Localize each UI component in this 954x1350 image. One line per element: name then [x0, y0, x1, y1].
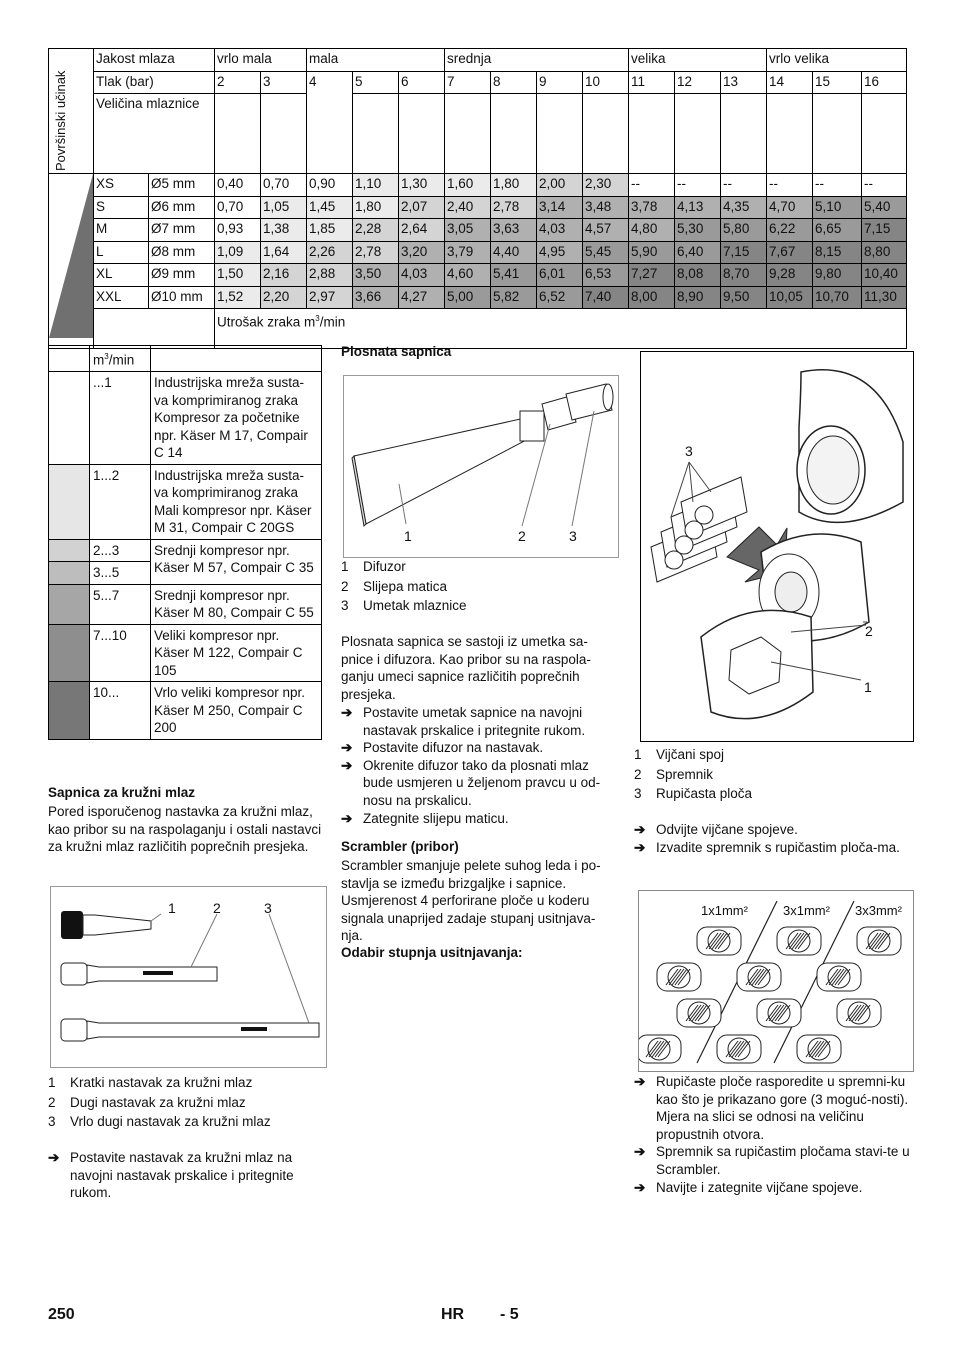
table-cell: 5,10 [813, 196, 862, 219]
perforated-plate-icon [817, 963, 861, 991]
perforated-plate-icon [737, 963, 781, 991]
table-cell: 6,52 [537, 286, 583, 309]
range-cell: 3...5 [90, 562, 151, 585]
pressure-value: 10 [583, 71, 629, 94]
table-cell: 1,50 [215, 264, 261, 287]
table-row [49, 241, 907, 264]
pressure-value: 6 [399, 71, 445, 94]
table-cell: 4,40 [491, 241, 537, 264]
empty-cell [353, 94, 399, 174]
step-item: ➔ Odvijte vijčane spojeve. [634, 822, 798, 837]
fig-label: 1 [864, 679, 872, 695]
plate-arrangement-figure [638, 890, 914, 1072]
fig-label: 3 [264, 900, 272, 916]
arrow-icon: ➔ [634, 1074, 646, 1089]
table-row [49, 682, 322, 740]
table-cell: 5,80 [721, 219, 767, 242]
table-cell: 9,80 [813, 264, 862, 287]
table-cell: 2,40 [445, 196, 491, 219]
range-cell: 7...10 [90, 624, 151, 682]
range-cell: ...1 [90, 372, 151, 465]
table-cell: 1,30 [399, 174, 445, 197]
nozzle-size: M [94, 219, 149, 242]
table-cell: 3,79 [445, 241, 491, 264]
table-cell: 4,03 [399, 264, 445, 287]
legend-item: 3 Vrlo dugi nastavak za kružni mlaz [48, 1114, 271, 1129]
shade-cell [49, 539, 90, 562]
pressure-value: 12 [675, 71, 721, 94]
table-cell: 5,82 [491, 286, 537, 309]
arrow-icon: ➔ [634, 1144, 646, 1160]
legend-item: 3 Umetak mlaznice [341, 598, 467, 613]
table-cell: 4,60 [445, 264, 491, 287]
legend-item: 1 Vijčani spoj [634, 747, 725, 762]
flat-jet-steps [341, 704, 617, 827]
empty-cell [675, 94, 721, 174]
jet-level: mala [307, 49, 445, 72]
page-number: 250 [48, 1306, 75, 1323]
step-item: ➔ Rupičaste ploče rasporedite u spremni-ku kao što je prikazano gore (3 moguć-nosti). Mjera na slici se odnosi na veličinu propustnih otvora. [634, 1074, 909, 1142]
jet-level: velika [629, 49, 767, 72]
step-item: ➔ Okrenite difuzor tako da plosnati mlaz bude usmjeren u željenom pravcu u od-nosu na prskalicu. [341, 757, 601, 808]
table-cell: 2,64 [399, 219, 445, 242]
table-cell: 3,05 [445, 219, 491, 242]
table-cell: 3,78 [629, 196, 675, 219]
pressure-value: 7 [445, 71, 491, 94]
table-cell: 1,80 [353, 196, 399, 219]
compressor-desc: Vrlo veliki kompresor npr. Käser M 250, Compair C 200 [151, 682, 322, 740]
table-cell: 2,78 [491, 196, 537, 219]
pressure-value: 15 [813, 71, 862, 94]
table-cell: 8,08 [675, 264, 721, 287]
table-cell: 5,90 [629, 241, 675, 264]
table-cell: -- [862, 174, 907, 197]
perforated-plate-icon [717, 1035, 761, 1063]
empty-cell [813, 94, 862, 174]
perforated-plate-icon [639, 1035, 681, 1063]
pressure-value: 16 [862, 71, 907, 94]
table-cell: 4,13 [675, 196, 721, 219]
jet-level: vrlo mala [215, 49, 307, 72]
flat-jet-title: Plosnata sapnica [341, 344, 452, 359]
nozzle-diameter: Ø7 mm [149, 219, 215, 242]
table-cell: 6,65 [813, 219, 862, 242]
range-cell: 10... [90, 682, 151, 740]
table-cell: 2,00 [537, 174, 583, 197]
table-cell: 0,70 [261, 174, 307, 197]
table-cell: 8,90 [675, 286, 721, 309]
jet-level: srednja [445, 49, 629, 72]
table-cell: 5,41 [491, 264, 537, 287]
table-row [49, 196, 907, 219]
nozzle-size: L [94, 241, 149, 264]
scrambler-figure [640, 351, 914, 742]
pressure-value: 3 [261, 71, 307, 94]
section-number: - 5 [500, 1306, 519, 1323]
grid-label: 3x1mm² [783, 903, 830, 918]
table-cell: 8,80 [862, 241, 907, 264]
flat-jet-legend [341, 557, 621, 616]
pressure-value: 4 [307, 71, 353, 174]
range-cell: 1...2 [90, 464, 151, 539]
table-cell: 2,07 [399, 196, 445, 219]
shade-cell [49, 464, 90, 539]
compressor-desc: Industrijska mreža susta-va komprimiranog zraka Kompresor za početnike npr. Käser M 17, Compair C 14 [151, 372, 322, 465]
table-cell: 7,15 [862, 219, 907, 242]
table-cell: 2,28 [353, 219, 399, 242]
scrambler-steps-1 [634, 821, 910, 856]
legend-item: 2 Dugi nastavak za kružni mlaz [48, 1094, 246, 1110]
shade-cell [49, 584, 90, 624]
table-cell: 3,66 [353, 286, 399, 309]
pressure-value: 5 [353, 71, 399, 94]
pressure-value: 8 [491, 71, 537, 94]
fig-label: 2 [518, 528, 526, 544]
compressor-desc: Srednji kompresor npr. Käser M 80, Compair C 55 [151, 584, 322, 624]
nozzle-label: Veličina mlaznice [94, 94, 215, 174]
table-cell: 2,26 [307, 241, 353, 264]
table-cell: 5,40 [862, 196, 907, 219]
comp-header: $m^3/\min$ [90, 346, 151, 372]
shade-triangle-cell [49, 174, 94, 349]
consumption-label: Utrošak zraka $m^3/\min$ [215, 309, 907, 349]
fig-label: 2 [865, 623, 873, 639]
empty-cell [445, 94, 491, 174]
table-row [49, 264, 907, 287]
pressure-value: 9 [537, 71, 583, 94]
round-jet-figure [50, 886, 327, 1068]
shade-cell [49, 346, 90, 372]
range-cell: 5...7 [90, 584, 151, 624]
perforated-plate-icon [677, 999, 721, 1027]
table-row [49, 174, 907, 197]
perforated-plate-icon [757, 999, 801, 1027]
shade-cell [49, 372, 90, 465]
compressor-desc: Industrijska mreža susta-va komprimiranog zraka Mali kompresor npr. Käser M 31, Compair C 20GS [151, 464, 322, 539]
table-cell: 1,80 [491, 174, 537, 197]
compressor-desc: Srednji kompresor npr. Käser M 57, Compair C 35 [151, 539, 322, 584]
legend-item: 1 Difuzor [341, 559, 406, 574]
table-cell: 0,70 [215, 196, 261, 219]
grid-label: 1x1mm² [701, 903, 748, 918]
scrambler-subtitle: Odabir stupnja usitnjavanja: [341, 945, 523, 960]
table-cell: 7,27 [629, 264, 675, 287]
table-cell: -- [629, 174, 675, 197]
arrow-icon: ➔ [341, 740, 353, 756]
table-cell: 4,80 [629, 219, 675, 242]
table-cell: 4,57 [583, 219, 629, 242]
nozzle-size: XXL [94, 286, 149, 309]
table-cell: 7,67 [767, 241, 813, 264]
table-cell: 8,00 [629, 286, 675, 309]
empty-cell [261, 94, 307, 174]
empty-cell [583, 94, 629, 174]
perforated-plate-icon [857, 927, 901, 955]
table-cell: 2,16 [261, 264, 307, 287]
table-row [49, 624, 322, 682]
perforated-plate-icon [657, 963, 701, 991]
perforated-plate-icon [697, 927, 741, 955]
arrow-icon: ➔ [341, 757, 353, 773]
nozzle-size: S [94, 196, 149, 219]
table-cell: 1,52 [215, 286, 261, 309]
perforated-plate-icon [777, 927, 821, 955]
round-jet-legend [48, 1073, 328, 1132]
table-row [49, 584, 322, 624]
table-cell: 3,63 [491, 219, 537, 242]
step-item: ➔ Zategnite slijepu maticu. [341, 810, 509, 826]
table-row [49, 372, 322, 465]
empty-cell [491, 94, 537, 174]
table-cell: 5,30 [675, 219, 721, 242]
table-cell: 1,09 [215, 241, 261, 264]
nozzle-diameter: Ø8 mm [149, 241, 215, 264]
compressor-table [48, 345, 322, 740]
table-cell: 4,70 [767, 196, 813, 219]
table-cell: 2,88 [307, 264, 353, 287]
table-cell: 1,10 [353, 174, 399, 197]
empty-cell [94, 309, 215, 349]
pressure-value: 14 [767, 71, 813, 94]
legend-item: 2 Spremnik [634, 766, 714, 782]
table-cell: 4,03 [537, 219, 583, 242]
flat-jet-text: Plosnata sapnica se sastoji iz umetka sa-pnice i difuzora. Kao pribor su na raspola-ganju umeci sapnice različitih poprečnih presjeka. [341, 634, 591, 702]
pressure-value: 11 [629, 71, 675, 94]
step-item: ➔ Postavite umetak sapnice na navojni nastavak prskalice i pritegnite rukom. [341, 705, 586, 738]
table-cell: 3,48 [583, 196, 629, 219]
language-code: HR [441, 1306, 465, 1323]
table-cell: 5,00 [445, 286, 491, 309]
fig-label: 2 [213, 900, 221, 916]
table-cell: -- [767, 174, 813, 197]
nozzle-size: XS [94, 174, 149, 197]
empty-cell [862, 94, 907, 174]
table-cell: 2,20 [261, 286, 307, 309]
step-item: ➔ Navijte i zategnite vijčane spojeve. [634, 1179, 863, 1195]
side-label: Površinski učinak [53, 70, 68, 171]
nozzle-diameter: Ø5 mm [149, 174, 215, 197]
fig-label: 1 [404, 528, 412, 544]
table-cell: 4,27 [399, 286, 445, 309]
arrow-icon: ➔ [634, 1179, 646, 1195]
grid-label: 3x3mm² [855, 903, 902, 918]
fig-label: 3 [685, 443, 693, 459]
air-consumption-table [48, 48, 907, 349]
fig-label: 1 [168, 900, 176, 916]
table-cell: 3,20 [399, 241, 445, 264]
table-cell: 0,40 [215, 174, 261, 197]
table-cell: 1,38 [261, 219, 307, 242]
arrow-icon: ➔ [634, 822, 646, 837]
pressure-value: 2 [215, 71, 261, 94]
arrow-icon: ➔ [634, 839, 646, 855]
shade-cell [49, 682, 90, 740]
table-cell: 1,85 [307, 219, 353, 242]
table-row [49, 539, 322, 562]
table-cell: -- [813, 174, 862, 197]
jet-level: vrlo velika [767, 49, 907, 72]
perforated-plate-icon [837, 999, 881, 1027]
step-item: ➔ Postavite difuzor na nastavak. [341, 740, 544, 756]
table-cell: 6,53 [583, 264, 629, 287]
table-cell: 7,15 [721, 241, 767, 264]
nozzle-diameter: Ø6 mm [149, 196, 215, 219]
capacity-wedge [49, 174, 93, 338]
table-cell: 1,60 [445, 174, 491, 197]
table-cell: 10,40 [862, 264, 907, 287]
arrow-icon: ➔ [341, 810, 353, 826]
arrow-icon: ➔ [48, 1150, 60, 1165]
table-row [49, 219, 907, 242]
table-cell: 1,05 [261, 196, 307, 219]
nozzle-size: XL [94, 264, 149, 287]
table-cell: 11,30 [862, 286, 907, 309]
flat-jet-figure [343, 375, 619, 558]
round-jet-step: ➔ Postavite nastavak za kružni mlaz na navojni nastavak prskalice i pritegnite rukom. [48, 1150, 294, 1201]
table-cell: 10,05 [767, 286, 813, 309]
legend-item: 2 Slijepa matica [341, 578, 448, 594]
table-cell: -- [721, 174, 767, 197]
round-jet-illustration [51, 887, 326, 1067]
table-cell: 8,15 [813, 241, 862, 264]
step-item: ➔ Izvadite spremnik s rupičastim pločа-ma. [634, 839, 900, 855]
empty-cell [721, 94, 767, 174]
empty-cell [215, 94, 261, 174]
table-cell: 2,78 [353, 241, 399, 264]
legend-item: 3 Rupičasta ploča [634, 786, 753, 801]
round-jet-title: Sapnica za kružni mlaz [48, 785, 196, 800]
pressure-value: 13 [721, 71, 767, 94]
table-row [49, 464, 322, 539]
table-cell: 9,28 [767, 264, 813, 287]
nozzle-diameter: Ø10 mm [149, 286, 215, 309]
empty-cell [629, 94, 675, 174]
shade-cell [49, 562, 90, 585]
empty-cell [767, 94, 813, 174]
table-cell: 1,45 [307, 196, 353, 219]
table-cell: 3,14 [537, 196, 583, 219]
table-cell: 2,97 [307, 286, 353, 309]
table-cell: 4,95 [537, 241, 583, 264]
table-cell: 0,93 [215, 219, 261, 242]
round-jet-text: Pored isporučenog nastavka za kružni mlaz, kao pribor su na raspolaganju i ostali nastavci za kružni mlaz različitih poprečnih presjeka. [48, 804, 322, 855]
table-cell: 3,50 [353, 264, 399, 287]
shade-cell [49, 624, 90, 682]
table-cell: 6,22 [767, 219, 813, 242]
empty-cell [151, 346, 322, 372]
table-cell: 1,64 [261, 241, 307, 264]
table-cell: 9,50 [721, 286, 767, 309]
table-cell: 5,45 [583, 241, 629, 264]
plate-arrangement-illustration [639, 891, 913, 1071]
table-cell: 6,40 [675, 241, 721, 264]
scrambler-legend [634, 745, 914, 804]
compressor-desc: Veliki kompresor npr. Käser M 122, Compair C 105 [151, 624, 322, 682]
table-cell: 10,70 [813, 286, 862, 309]
table-cell: 2,30 [583, 174, 629, 197]
table-cell: 8,70 [721, 264, 767, 287]
nozzle-diameter: Ø9 mm [149, 264, 215, 287]
table-cell: 6,01 [537, 264, 583, 287]
table-row [49, 286, 907, 309]
table-cell: 4,35 [721, 196, 767, 219]
fig-label: 3 [569, 528, 577, 544]
legend-item: 1 Kratki nastavak za kružni mlaz [48, 1075, 253, 1090]
table-cell: -- [675, 174, 721, 197]
perforated-plate-icon [797, 1035, 841, 1063]
side-label-cell [49, 49, 94, 174]
table-cell: 7,40 [583, 286, 629, 309]
pressure-label: Tlak (bar) [94, 71, 215, 94]
arrow-icon: ➔ [341, 705, 353, 720]
empty-cell [399, 94, 445, 174]
scrambler-title: Scrambler (pribor) [341, 839, 459, 854]
step-item: ➔ Spremnik sa rupičastim pločama stavi-te u Scrambler. [634, 1144, 910, 1177]
empty-cell [537, 94, 583, 174]
scrambler-illustration [641, 352, 913, 741]
range-cell: 2...3 [90, 539, 151, 562]
scrambler-steps-2 [634, 1073, 910, 1196]
table-cell: 0,90 [307, 174, 353, 197]
scrambler-text: Scrambler smanjuje pelete suhog leda i po-stavlja se između brizgaljke i sapnice. Usmjerenost 4 perforirane ploče u koderu signala unaprijed zadaje stupanj usitnjava-nja. [341, 858, 601, 944]
jet-label: Jakost mlaza [94, 49, 215, 72]
